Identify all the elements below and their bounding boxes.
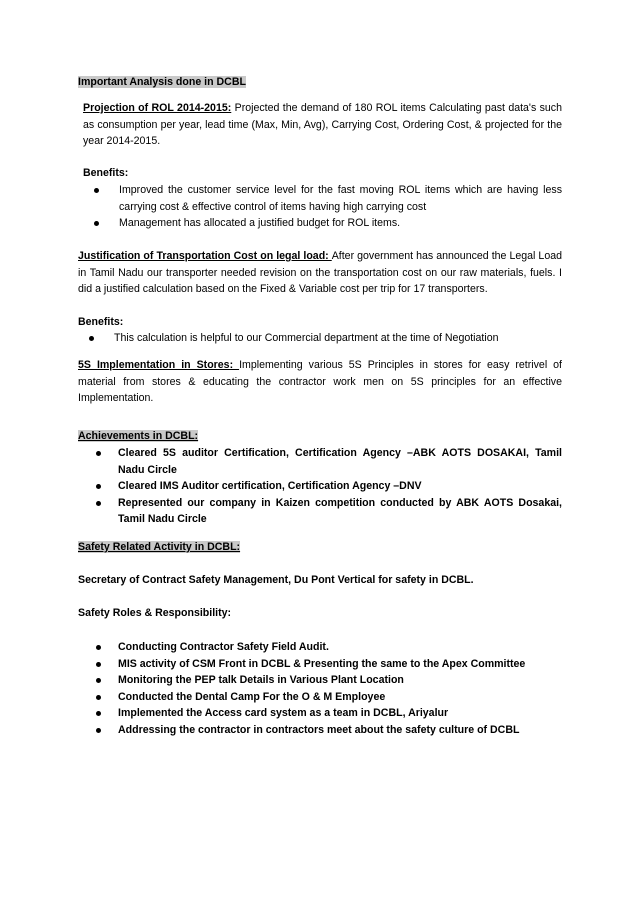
rol-benefit-text: Improved the customer service level for the fast moving ROL items which are having less carrying cost & effective control of items having high carrying cost — [119, 184, 562, 213]
rol-benefits-list — [83, 182, 562, 232]
safety-heading: Safety Related Activity in DCBL: — [78, 541, 241, 553]
five-s-text: Implementing various 5S Principles in stores for easy retrivel of material from stores & educating the contractor work men on 5S principles for an effective Implementation. — [78, 359, 562, 404]
transport-paragraph — [78, 248, 562, 298]
list-item — [78, 672, 562, 689]
achievement-text: Represented our company in Kaizen competition conducted by ABK AOTS Dosakai, Tamil Nadu Circle — [118, 496, 562, 525]
list-item — [78, 495, 562, 528]
achievements-list-block — [78, 445, 562, 528]
list-item — [78, 656, 562, 673]
safety-secretary: Secretary of Contract Safety Management, Du Pont Vertical for safety in DCBL. — [78, 574, 474, 586]
rol-benefits-label-block — [83, 165, 562, 182]
safety-heading-block — [78, 539, 562, 556]
safety-role-text: Addressing the contractor in contractors meet about the safety culture of DCBL — [118, 723, 520, 736]
safety-role-text: Conducting Contractor Safety Field Audit. — [118, 641, 329, 653]
safety-role-text: MIS activity of CSM Front in DCBL & Presenting the same to the Apex Committee — [118, 657, 526, 670]
list-item — [83, 182, 562, 215]
transport-benefit-text: This calculation is helpful to our Commercial department at the time of Negotiation — [114, 332, 499, 344]
list-item — [78, 445, 562, 478]
bullet-icon — [96, 678, 101, 683]
achievement-text: Cleared 5S auditor Certification, Certification Agency –ABK AOTS DOSAKAI, Tamil Nadu Circle — [118, 447, 562, 476]
important-analysis-heading: Important Analysis done in DCBL — [78, 76, 246, 88]
transport-title: Justification of Transportation Cost on legal load: — [78, 250, 332, 262]
bullet-icon — [96, 728, 101, 733]
transport-benefits-list-block — [78, 330, 562, 347]
rol-benefit-text: Management has allocated a justified budget for ROL items. — [119, 217, 401, 229]
safety-role-text: Monitoring the PEP talk Details in Various Plant Location — [118, 674, 404, 686]
achievements-list — [78, 445, 562, 528]
five-s-title: 5S Implementation in Stores: — [78, 359, 240, 371]
list-item — [83, 215, 562, 232]
rol-benefits-list-block — [83, 182, 562, 232]
rol-benefits-label: Benefits: — [83, 167, 129, 179]
list-item — [78, 330, 562, 347]
bullet-icon — [96, 645, 101, 650]
transport-benefits-label: Benefits: — [78, 316, 124, 328]
safety-list-block — [78, 639, 562, 738]
list-item — [78, 722, 562, 739]
list-item — [78, 478, 562, 495]
list-item — [78, 705, 562, 722]
important-analysis-heading-block — [78, 74, 562, 91]
bullet-icon — [94, 188, 99, 193]
transport-benefits-label-block — [78, 314, 562, 331]
rol-projection-paragraph — [83, 100, 562, 150]
safety-role-text: Conducted the Dental Camp For the O & M Employee — [118, 690, 386, 703]
safety-roles-label: Safety Roles & Responsibility: — [78, 607, 232, 619]
transport-benefits-list — [78, 330, 562, 347]
list-item — [78, 689, 562, 706]
bullet-icon — [94, 221, 99, 226]
list-item — [78, 639, 562, 656]
five-s-paragraph — [78, 357, 562, 407]
achievement-text: Cleared IMS Auditor certification, Certification Agency –DNV — [118, 480, 422, 492]
bullet-icon — [96, 484, 101, 489]
safety-roles-list — [78, 639, 562, 738]
achievements-heading-block — [78, 428, 562, 445]
bullet-icon — [89, 336, 94, 341]
transport-text: After government has announced the Legal Load in Tamil Nadu our transporter needed revision on the transportation cost on our raw materials, fuels. I did a justified calculation based on the Fixed & Variable cost per trip for 17 transporters. — [78, 250, 562, 295]
bullet-icon — [96, 711, 101, 716]
bullet-icon — [96, 501, 101, 506]
rol-projection-title: Projection of ROL 2014-2015: — [83, 102, 232, 114]
safety-secretary-block — [78, 572, 562, 589]
safety-role-text: Implemented the Access card system as a team in DCBL, Ariyalur — [118, 707, 449, 719]
safety-roles-label-block — [78, 605, 562, 622]
bullet-icon — [96, 662, 101, 667]
bullet-icon — [96, 695, 101, 700]
achievements-heading: Achievements in DCBL: — [78, 430, 199, 442]
rol-projection-text: Projected the demand of 180 ROL items Calculating past data's such as consumption per year, lead time (Max, Min, Avg), Carrying Cost, Ordering Cost, & projected for the year 2014-2015. — [83, 102, 562, 147]
bullet-icon — [96, 451, 101, 456]
